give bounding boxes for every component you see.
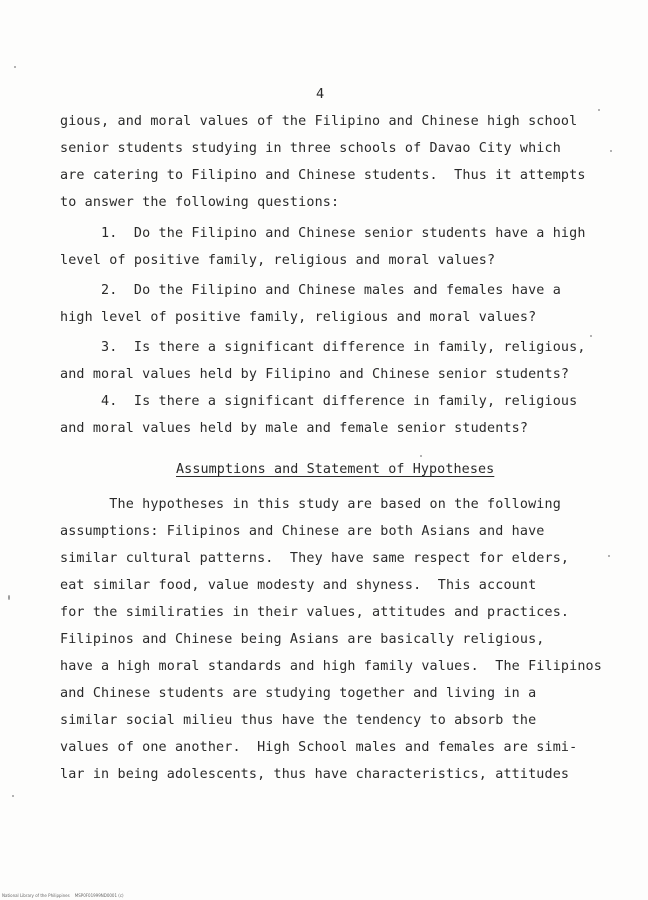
- library-footer: National Library of the Philippines MSP0F01999ND0001 (c): [2, 893, 124, 898]
- scan-speck: [8, 595, 10, 600]
- body-line: for the similiraties in their values, attitudes and practices.: [60, 605, 570, 620]
- body-line: senior students studying in three schools of Davao City which: [60, 141, 561, 156]
- body-line: to answer the following questions:: [60, 195, 340, 210]
- section-heading: Assumptions and Statement of Hypotheses: [176, 462, 495, 477]
- body-line: Filipinos and Chinese being Asians are basically religious,: [60, 632, 545, 647]
- question-line: and moral values held by male and female senior students?: [60, 421, 529, 436]
- question-line: 4. Is there a significant difference in family, religious: [60, 394, 578, 409]
- scan-speck: [608, 555, 610, 557]
- body-line: lar in being adolescents, thus have characteristics, attitudes: [60, 767, 570, 782]
- scan-speck: [14, 66, 16, 68]
- question-line: high level of positive family, religious and moral values?: [60, 310, 537, 325]
- scan-speck: [610, 150, 612, 152]
- body-line: and Chinese students are studying together and living in a: [60, 686, 537, 701]
- body-line: values of one another. High School males and females are simi-: [60, 740, 578, 755]
- scan-speck: [12, 795, 14, 797]
- body-line: similar cultural patterns. They have same respect for elders,: [60, 551, 570, 566]
- scan-speck: [590, 335, 592, 337]
- body-line: similar social milieu thus have the tendency to absorb the: [60, 713, 537, 728]
- body-line: The hypotheses in this study are based on the following: [60, 497, 561, 512]
- body-line: assumptions: Filipinos and Chinese are both Asians and have: [60, 524, 545, 539]
- body-line: are catering to Filipino and Chinese students. Thus it attempts: [60, 168, 586, 183]
- body-line: eat similar food, value modesty and shyness. This account: [60, 578, 537, 593]
- body-line: gious, and moral values of the Filipino and Chinese high school: [60, 114, 578, 129]
- question-line: 1. Do the Filipino and Chinese senior students have a high: [60, 226, 586, 241]
- scan-speck: [598, 109, 600, 111]
- question-line: 3. Is there a significant difference in family, religious,: [60, 340, 586, 355]
- question-line: 2. Do the Filipino and Chinese males and females have a: [60, 283, 561, 298]
- question-line: level of positive family, religious and moral values?: [60, 253, 496, 268]
- body-line: have a high moral standards and high family values. The Filipinos: [60, 659, 602, 674]
- question-line: and moral values held by Filipino and Chinese senior students?: [60, 367, 570, 382]
- scan-speck: [420, 455, 422, 457]
- page-number: 4: [316, 86, 325, 102]
